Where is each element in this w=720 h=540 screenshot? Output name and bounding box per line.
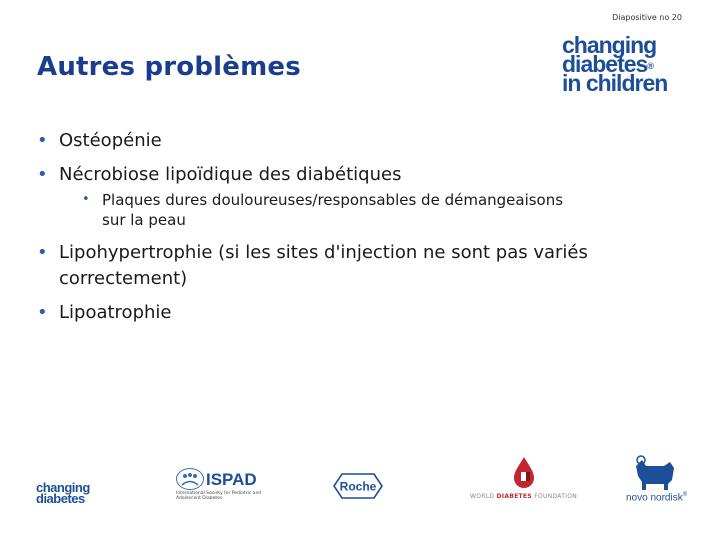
slide-title: Autres problèmes	[37, 52, 301, 82]
bullet-icon: •	[82, 192, 90, 207]
novo-nordisk-logo	[624, 454, 688, 506]
roche-logo	[333, 472, 383, 504]
bullet-item	[37, 240, 659, 292]
ispad-logo	[176, 468, 268, 502]
bullet-text: Lipoatrophie	[59, 302, 172, 323]
bullet-text: Ostéopénie	[59, 130, 162, 151]
world-diabetes-foundation-logo	[470, 453, 582, 503]
sub-bullet-item	[82, 190, 572, 230]
bullet-item	[37, 128, 677, 154]
bullet-text: Nécrobiose lipoïdique des diabétiques	[59, 164, 402, 185]
novo-wordmark: novo nordisk®	[626, 492, 688, 504]
ispad-emblem-icon	[176, 468, 204, 490]
logo-line-3: in children	[562, 70, 668, 96]
roche-hexagon-icon	[333, 472, 383, 500]
slide-number: Diapositive no 20	[612, 13, 682, 22]
bullet-text: Plaques dures douloureuses/responsables de démangeaisons sur la peau	[102, 191, 564, 229]
bullet-icon: •	[37, 242, 48, 263]
bullet-icon: •	[37, 164, 48, 185]
changing-diabetes-in-children-logo	[562, 32, 682, 96]
roche-wordmark: Roche	[339, 479, 377, 494]
bullet-item	[37, 162, 677, 188]
ispad-wordmark: ISPAD	[206, 470, 257, 489]
logo-line-1: changing	[562, 32, 657, 58]
changing-diabetes-logo: changing diabetes	[36, 480, 90, 506]
wdf-wordmark: WORLD DIABETES FOUNDATION	[470, 493, 578, 500]
drop-icon	[470, 453, 582, 491]
bullet-list	[37, 128, 677, 334]
apis-bull-icon	[624, 454, 688, 492]
bullet-icon: •	[37, 302, 48, 323]
bullet-text: Lipohypertrophie (si les sites d'injection ne sont pas variés correctement)	[59, 242, 588, 289]
bullet-icon: •	[37, 130, 48, 151]
logo-line-2: diabetes®	[562, 51, 654, 77]
ispad-subtitle: International Society for Pediatric and Adolescent Diabetes	[176, 491, 262, 501]
footer-logos	[0, 450, 720, 510]
bullet-item	[37, 300, 677, 326]
